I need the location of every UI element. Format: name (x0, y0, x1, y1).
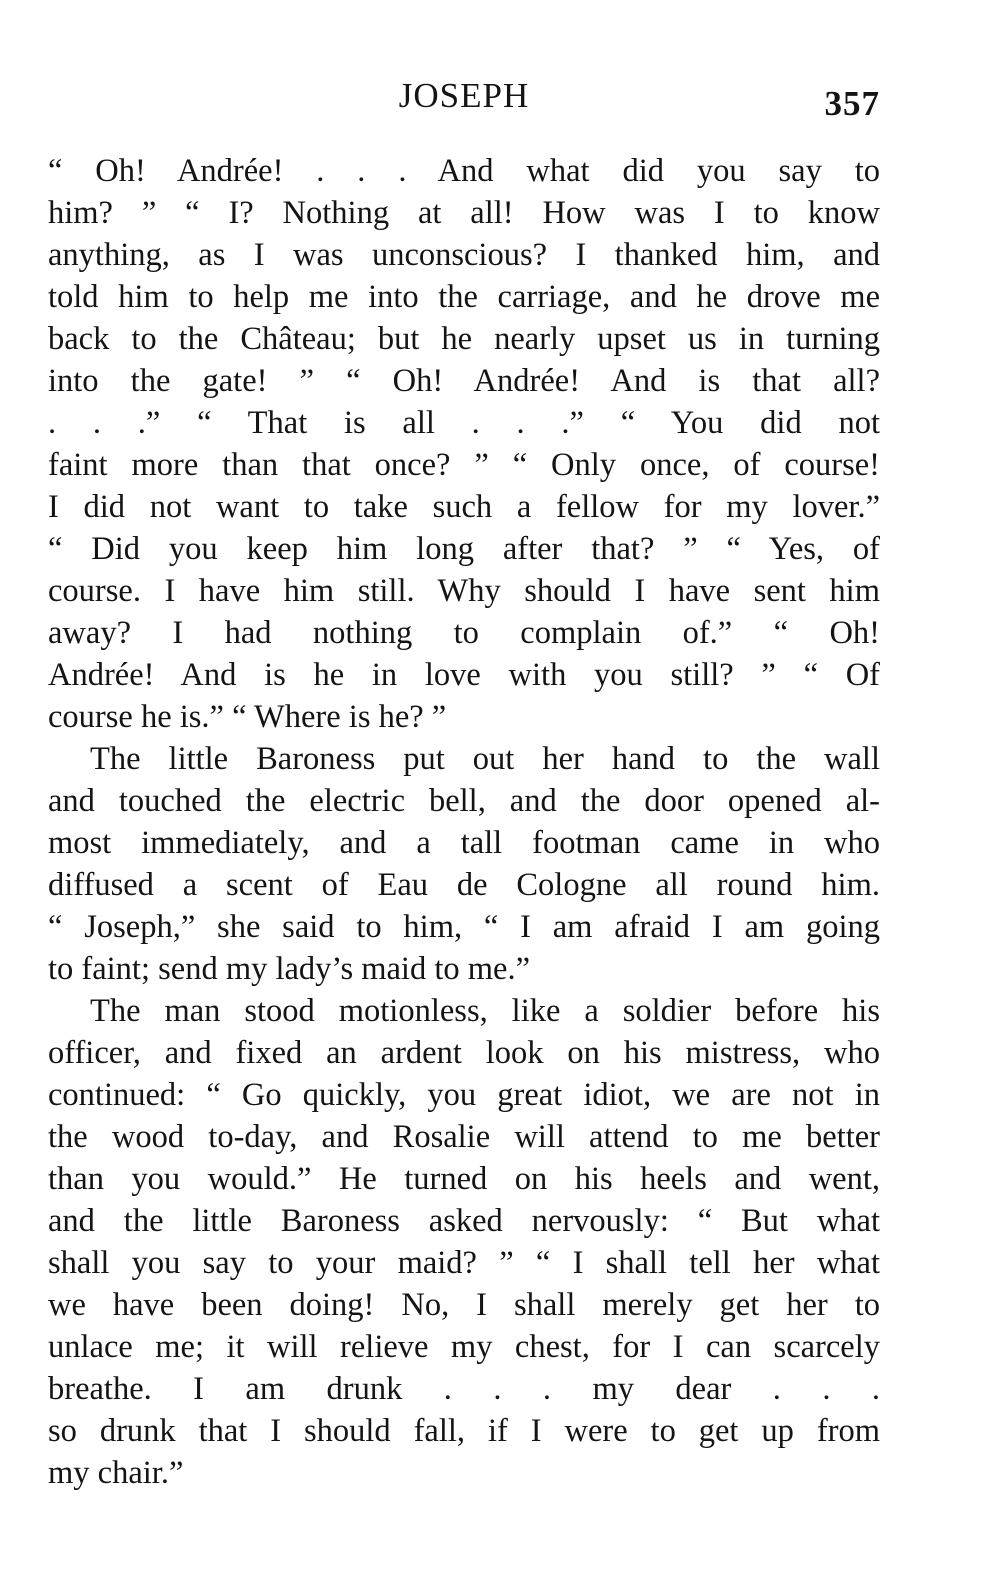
text-line: the wood to-day, and Rosalie will attend to me better (48, 1119, 880, 1155)
text-line: shall you say to your maid? ” “ I shall tell her what (48, 1245, 880, 1281)
text-line: diffused a scent of Eau de Cologne all round him. (48, 867, 880, 903)
text-line: so drunk that I should fall, if I were to get up from (48, 1413, 880, 1449)
text-line: and the little Baroness asked nervously: “ But what (48, 1203, 880, 1239)
text-line: course. I have him still. Why should I have sent him (48, 573, 880, 609)
text-line: Andrée! And is he in love with you still? ” “ Of (48, 657, 880, 693)
text-line: into the gate! ” “ Oh! Andrée! And is that all? (48, 363, 880, 399)
text-line: breathe. I am drunk . . . my dear . . . (48, 1371, 880, 1407)
text-line: than you would.” He turned on his heels and went, (48, 1161, 880, 1197)
text-line: faint more than that once? ” “ Only once, of course! (48, 447, 880, 483)
running-title: JOSEPH (398, 76, 530, 115)
text-line: The little Baroness put out her hand to the wall (90, 741, 880, 777)
text-line: back to the Château; but he nearly upset us in turning (48, 321, 880, 357)
text-line: officer, and fixed an ardent look on his mistress, who (48, 1035, 880, 1071)
text-line: . . .” “ That is all . . .” “ You did not (48, 405, 880, 441)
text-line: and touched the electric bell, and the door opened al- (48, 783, 880, 819)
text-line: we have been doing! No, I shall merely get her to (48, 1287, 880, 1323)
text-line: The man stood motionless, like a soldier before his (90, 993, 880, 1029)
text-line: “ Did you keep him long after that? ” “ Yes, of (48, 531, 880, 567)
text-line: unlace me; it will relieve my chest, for I can scarcely (48, 1329, 880, 1365)
text-line: course he is.” “ Where is he? ” (48, 699, 447, 735)
text-line: to faint; send my lady’s maid to me.” (48, 951, 530, 987)
text-line: anything, as I was unconscious? I thanked him, and (48, 237, 880, 273)
body-text (48, 150, 880, 1494)
text-line: I did not want to take such a fellow for my lover.” (48, 489, 880, 525)
text-line: my chair.” (48, 1455, 184, 1491)
text-line: most immediately, and a tall footman came in who (48, 825, 880, 861)
text-line: continued: “ Go quickly, you great idiot, we are not in (48, 1077, 880, 1113)
text-line: “ Joseph,” she said to him, “ I am afraid I am going (48, 909, 880, 945)
running-head (48, 70, 880, 130)
text-line: “ Oh! Andrée! . . . And what did you say to (48, 153, 880, 189)
text-line: away? I had nothing to complain of.” “ Oh! (48, 615, 880, 651)
text-line: told him to help me into the carriage, and he drove me (48, 279, 880, 315)
page-number: 357 (824, 84, 880, 123)
text-line: him? ” “ I? Nothing at all! How was I to know (48, 195, 880, 231)
